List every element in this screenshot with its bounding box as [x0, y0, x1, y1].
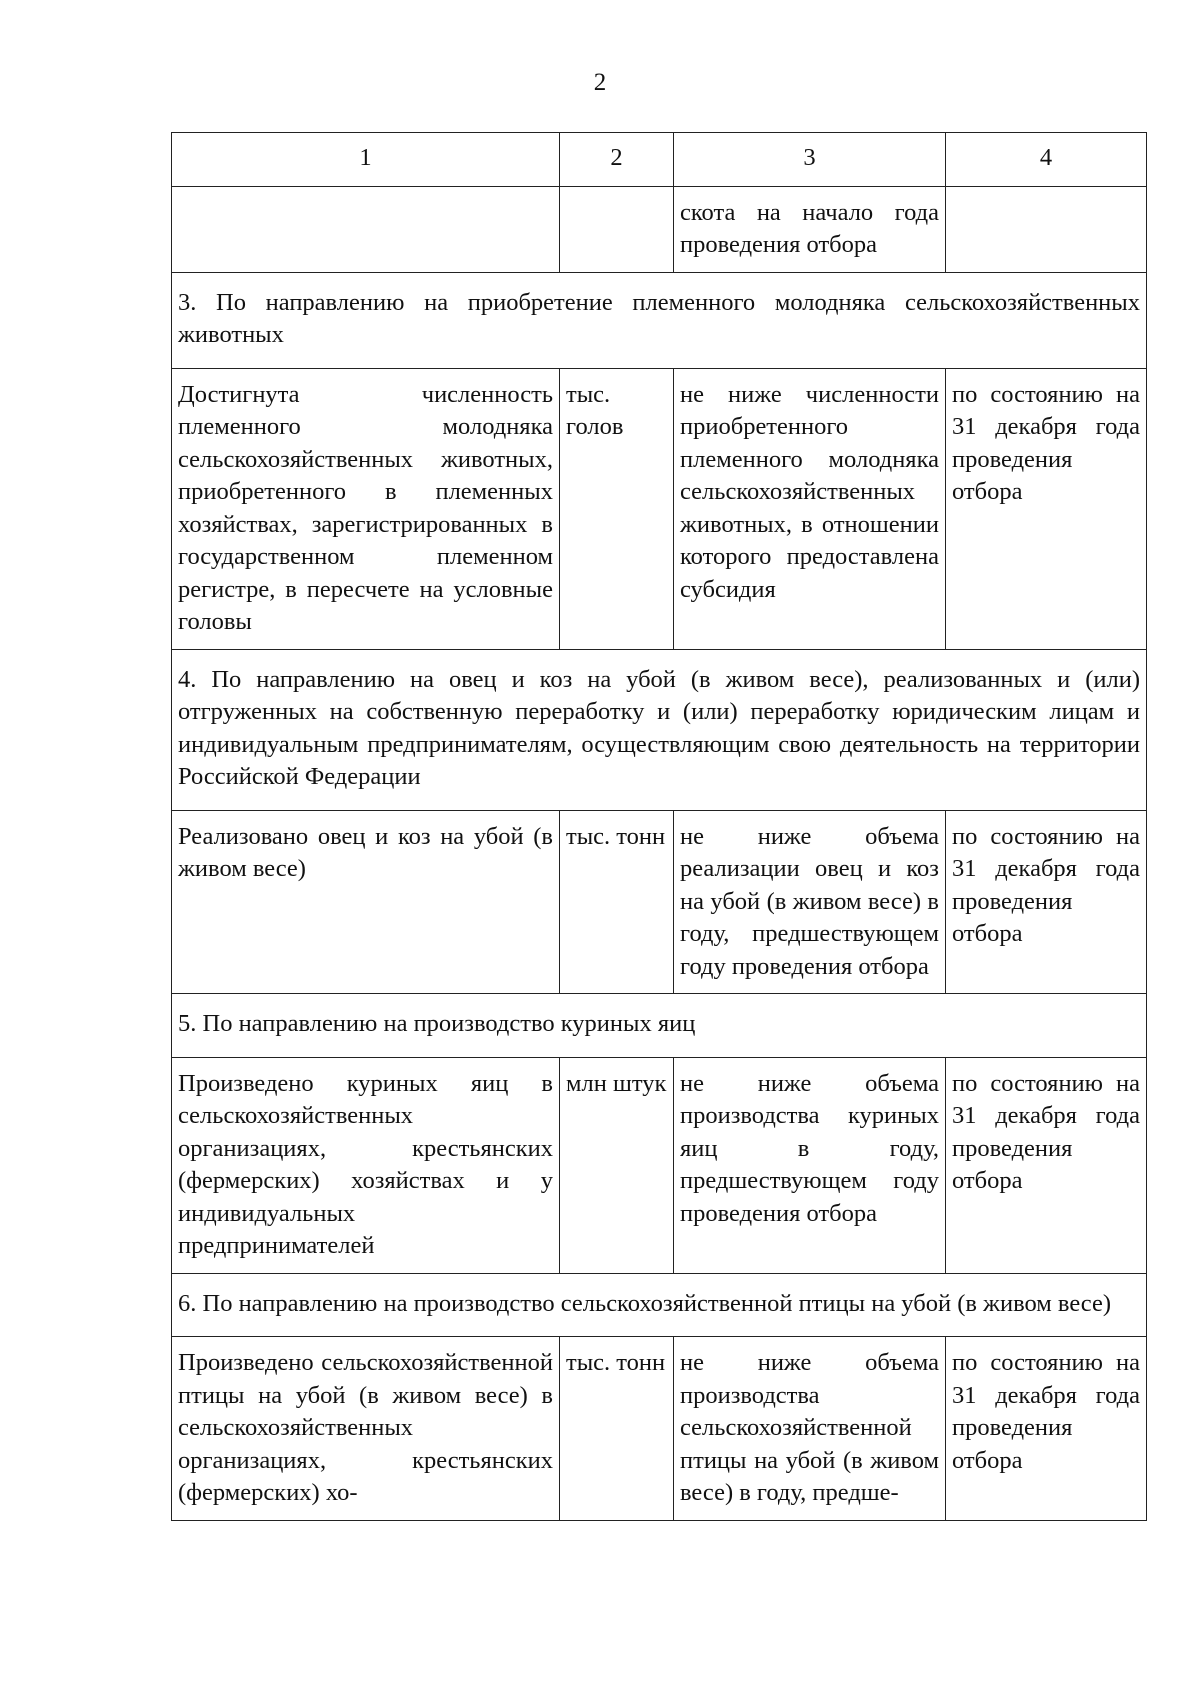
- planned-value-cell: не ниже объема реализации овец и коз на убой (в живом весе) в году, предшествующем году проведения отбора: [674, 810, 946, 994]
- unit-cell: тыс. тонн: [560, 1337, 674, 1521]
- column-number-2: 2: [560, 133, 674, 187]
- indicator-cell: Произведено сельскохозяйственной птицы на убой (в живом весе) в сельскохозяйственных организациях, крестьянских (фермерских) хо-: [172, 1337, 560, 1521]
- indicators-table: [171, 132, 1147, 1521]
- section-title: 3. По направлению на приобретение племенного молодняка сельскохозяйственных животных: [172, 272, 1147, 368]
- unit-cell: [560, 186, 674, 272]
- unit-cell: тыс. тонн: [560, 810, 674, 994]
- table-row: [172, 810, 1147, 994]
- section-header-row: [172, 649, 1147, 810]
- section-header-row: [172, 994, 1147, 1058]
- planned-value-cell: скота на начало года проведения отбора: [674, 186, 946, 272]
- deadline-cell: по состоянию на 31 декабря года проведения отбора: [946, 1337, 1147, 1521]
- deadline-cell: [946, 186, 1147, 272]
- table-header-row: [172, 133, 1147, 187]
- unit-cell: млн штук: [560, 1057, 674, 1273]
- section-title: 4. По направлению на овец и коз на убой (в живом весе), реализованных и (или) отгруженных на собственную переработку и (или) переработку юридическим лицам и индивидуальным предпринимателям, осуществляющим свою деятельность на территории Российской Федерации: [172, 649, 1147, 810]
- section-header-row: [172, 272, 1147, 368]
- deadline-cell: по состоянию на 31 декабря года проведения отбора: [946, 368, 1147, 649]
- indicator-cell: Реализовано овец и коз на убой (в живом весе): [172, 810, 560, 994]
- section-header-row: [172, 1273, 1147, 1337]
- deadline-cell: по состоянию на 31 декабря года проведения отбора: [946, 1057, 1147, 1273]
- column-number-3: 3: [674, 133, 946, 187]
- indicator-cell: Достигнута численность племенного молодняка сельскохозяйственных животных, приобретенного в племенных хозяйствах, зарегистрированных в государственном племенном регистре, в пересчете на условные головы: [172, 368, 560, 649]
- deadline-cell: по состоянию на 31 декабря года проведения отбора: [946, 810, 1147, 994]
- section-title: 6. По направлению на производство сельскохозяйственной птицы на убой (в живом весе): [172, 1273, 1147, 1337]
- table-row: [172, 186, 1147, 272]
- section-title: 5. По направлению на производство куриных яиц: [172, 994, 1147, 1058]
- table-row: [172, 1057, 1147, 1273]
- column-number-1: 1: [172, 133, 560, 187]
- page-number: 2: [593, 69, 607, 96]
- planned-value-cell: не ниже объема производства сельскохозяйственной птицы на убой (в живом весе) в году, предше-: [674, 1337, 946, 1521]
- indicator-cell: Произведено куриных яиц в сельскохозяйственных организациях, крестьянских (фермерских) хозяйствах и у индивидуальных предпринимателей: [172, 1057, 560, 1273]
- table-row: [172, 1337, 1147, 1521]
- column-number-4: 4: [946, 133, 1147, 187]
- planned-value-cell: не ниже объема производства куриных яиц в году, предшествующем году проведения отбора: [674, 1057, 946, 1273]
- unit-cell: тыс. голов: [560, 368, 674, 649]
- indicator-cell: [172, 186, 560, 272]
- planned-value-cell: не ниже численности приобретенного племенного молодняка сельскохозяйственных животных, в отношении которого предоставлена субсидия: [674, 368, 946, 649]
- table-row: [172, 368, 1147, 649]
